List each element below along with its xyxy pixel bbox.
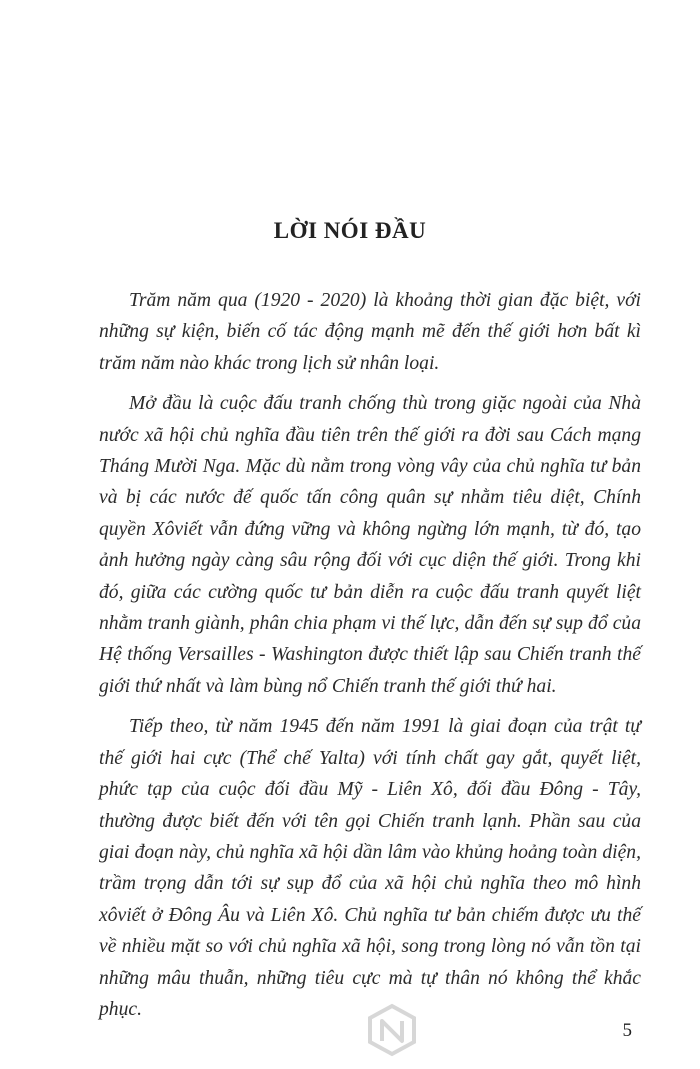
- page-title: LỜI NÓI ĐẦU: [273, 218, 427, 244]
- paragraph-2: Mở đầu là cuộc đấu tranh chống thù trong giặc ngoài của Nhà nước xã hội chủ nghĩa đầu tiên trên thế giới ra đời sau Cách mạng Tháng Mười Nga. Mặc dù nằm trong vòng vây của chủ nghĩa tư bản và bị các nước đế quốc tấn công quân sự nhằm tiêu diệt, Chính quyền Xôviết vẫn đứng vững và không ngừng lớn mạnh, từ đó, tạo ảnh hưởng ngày càng sâu rộng đối với cục diện thế giới. Trong khi đó, giữa các cường quốc tư bản diễn ra cuộc đấu tranh quyết liệt nhằm tranh giành, phân chia phạm vi thế lực, dẫn đến sự sụp đổ của Hệ thống Versailles - Washington được thiết lập sau Chiến tranh thế giới thứ nhất và làm bùng nổ Chiến tranh thế giới thứ hai.: [99, 393, 641, 697]
- paragraph-1: Trăm năm qua (1920 - 2020) là khoảng thời gian đặc biệt, với những sự kiện, biến cố tác động mạnh mẽ đến thế giới hơn bất kì trăm năm nào khác trong lịch sử nhân loại.: [99, 290, 641, 374]
- page-number: 5: [622, 1020, 632, 1041]
- netabooks-watermark: [365, 1000, 419, 1060]
- body-text: [99, 285, 641, 1034]
- netabooks-logo-icon: [365, 1003, 419, 1057]
- paragraph-3: Tiếp theo, từ năm 1945 đến năm 1991 là giai đoạn của trật tự thế giới hai cực (Thể chế Yalta) với tính chất gay gắt, quyết liệt, phức tạp của cuộc đối đầu Mỹ - Liên Xô, đối đầu Đông - Tây, thường được biết đến với tên gọi Chiến tranh lạnh. Phần sau của giai đoạn này, chủ nghĩa xã hội dần lâm vào khủng hoảng toàn diện, trầm trọng dẫn tới sự sụp đổ của xã hội chủ nghĩa theo mô hình xôviết ở Đông Âu và Liên Xô. Chủ nghĩa tư bản chiếm được ưu thế về nhiều mặt so với chủ nghĩa xã hội, song trong lòng nó vẫn tồn tại những mâu thuẫn, những tiêu cực mà tự thân nó không thể khắc phục.: [99, 716, 641, 1020]
